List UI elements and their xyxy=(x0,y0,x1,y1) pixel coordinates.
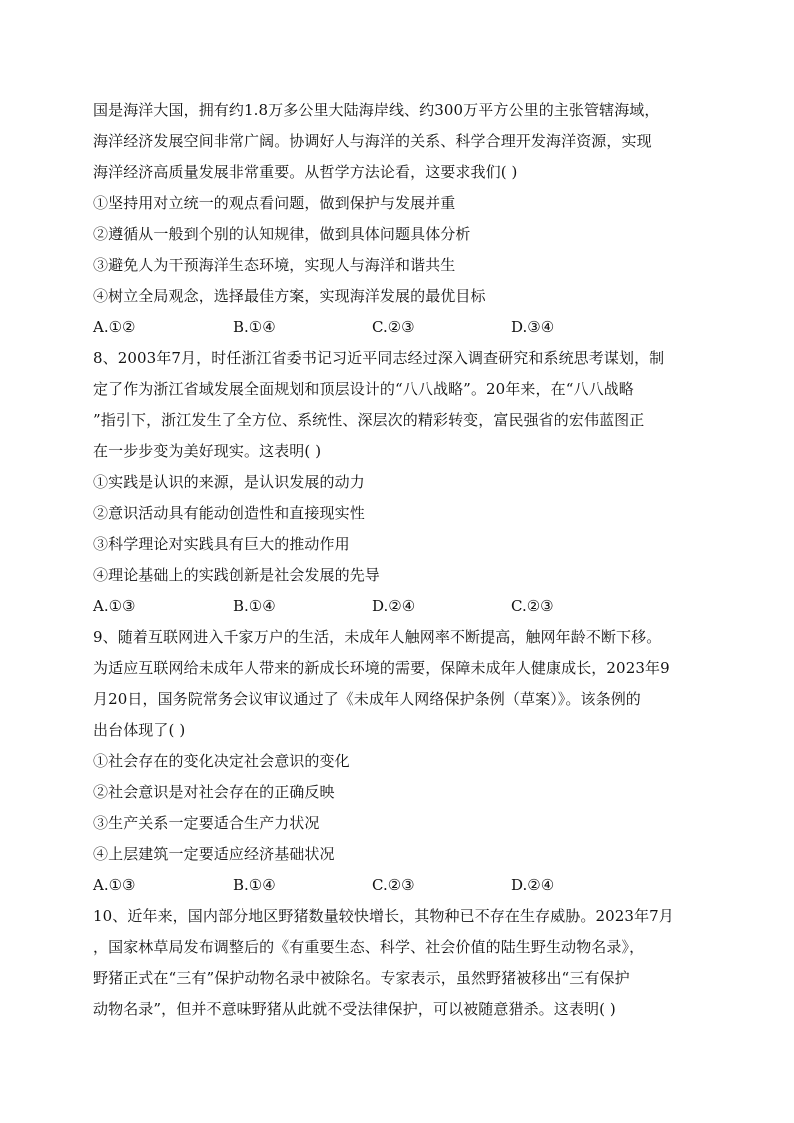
question-9-option-a[interactable]: A.①③ xyxy=(93,876,136,894)
question-7-options xyxy=(93,312,713,343)
question-content xyxy=(93,95,713,1025)
question-9-option-d[interactable]: D.②④ xyxy=(511,876,555,894)
question-9-options xyxy=(93,870,713,901)
question-10-stem-line: 动物名录”，但并不意味野猪从此就不受法律保护，可以被随意猎杀。这表明( ) xyxy=(93,1000,616,1018)
question-8-stem-line: 定了作为浙江省域发展全面规划和顶层设计的“八八战略”。20年来，在“八八战略 xyxy=(93,380,634,398)
question-9-statement-1: ①社会存在的变化决定社会意识的变化 xyxy=(93,752,350,770)
question-9-statement-3: ③生产关系一定要适合生产力状况 xyxy=(93,814,320,832)
question-7-statement-3: ③避免人为干预海洋生态环境，实现人与海洋和谐共生 xyxy=(93,256,456,274)
question-9-statement-4: ④上层建筑一定要适应经济基础状况 xyxy=(93,845,335,863)
question-9-stem-line: 出台体现了( ) xyxy=(93,721,186,739)
question-8-options xyxy=(93,591,713,622)
question-7-option-d[interactable]: D.③④ xyxy=(511,318,555,336)
question-8-stem-line: 8、2003年7月，时任浙江省委书记习近平同志经过深入调查研究和系统思考谋划，制 xyxy=(93,349,665,367)
question-10-stem-line: 野猪正式在“三有”保护动物名录中被除名。专家表示，虽然野猪被移出“三有保护 xyxy=(93,969,630,987)
question-7-statement-1: ①坚持用对立统一的观点看问题，做到保护与发展并重 xyxy=(93,194,456,212)
question-8-statement-2: ②意识活动具有能动创造性和直接现实性 xyxy=(93,504,365,522)
question-7-option-c[interactable]: C.②③ xyxy=(372,318,415,336)
question-9-stem-line: 9、随着互联网进入千家万户的生活，未成年人触网率不断提高，触网年龄不断下移。 xyxy=(93,628,662,646)
question-8-option-d[interactable]: D.②④ xyxy=(372,597,416,615)
question-7-statement-4: ④树立全局观念，选择最佳方案，实现海洋发展的最优目标 xyxy=(93,287,486,305)
question-7-option-b[interactable]: B.①④ xyxy=(233,318,276,336)
question-7-stem-line: 海洋经济高质量发展非常重要。从哲学方法论看，这要求我们( ) xyxy=(93,163,518,181)
question-9-stem-line: 月20日，国务院常务会议审议通过了《未成年人网络保护条例（草案）》。该条例的 xyxy=(93,690,641,708)
question-8-stem-line: ”指引下，浙江发生了全方位、系统性、深层次的精彩转变，富民强省的宏伟蓝图正 xyxy=(93,411,645,429)
question-9-stem-line: 为适应互联网给未成年人带来的新成长环境的需要，保障未成年人健康成长，2023年9 xyxy=(93,659,670,677)
question-9-option-c[interactable]: C.②③ xyxy=(372,876,415,894)
question-8-stem-line: 在一步步变为美好现实。这表明( ) xyxy=(93,442,322,460)
question-7-stem-line: 国是海洋大国，拥有约1.8万多公里大陆海岸线、约300万平方公里的主张管辖海域， xyxy=(93,101,660,119)
question-9-option-b[interactable]: B.①④ xyxy=(233,876,276,894)
question-8-option-b[interactable]: B.①④ xyxy=(233,597,276,615)
question-9-statement-2: ②社会意识是对社会存在的正确反映 xyxy=(93,783,335,801)
question-10-stem-line: ，国家林草局发布调整后的《有重要生态、科学、社会价值的陆生野生动物名录》， xyxy=(93,938,645,956)
question-9 xyxy=(93,622,713,901)
question-10 xyxy=(93,901,713,1025)
question-8-statement-4: ④理论基础上的实践创新是社会发展的先导 xyxy=(93,566,380,584)
question-8-option-c[interactable]: C.②③ xyxy=(511,597,554,615)
question-7-stem-line: 海洋经济发展空间非常广阔。协调好人与海洋的关系、科学合理开发海洋资源，实现 xyxy=(93,132,652,150)
question-8-statement-1: ①实践是认识的来源，是认识发展的动力 xyxy=(93,473,365,491)
question-7-statement-2: ②遵循从一般到个别的认知规律，做到具体问题具体分析 xyxy=(93,225,471,243)
question-7-option-a[interactable]: A.①② xyxy=(93,318,136,336)
question-8 xyxy=(93,343,713,622)
question-8-statement-3: ③科学理论对实践具有巨大的推动作用 xyxy=(93,535,350,553)
question-10-stem-line: 10、近年来，国内部分地区野猪数量较快增长，其物种已不存在生存威胁。2023年7月 xyxy=(93,907,674,925)
question-8-option-a[interactable]: A.①③ xyxy=(93,597,136,615)
question-7 xyxy=(93,95,713,343)
